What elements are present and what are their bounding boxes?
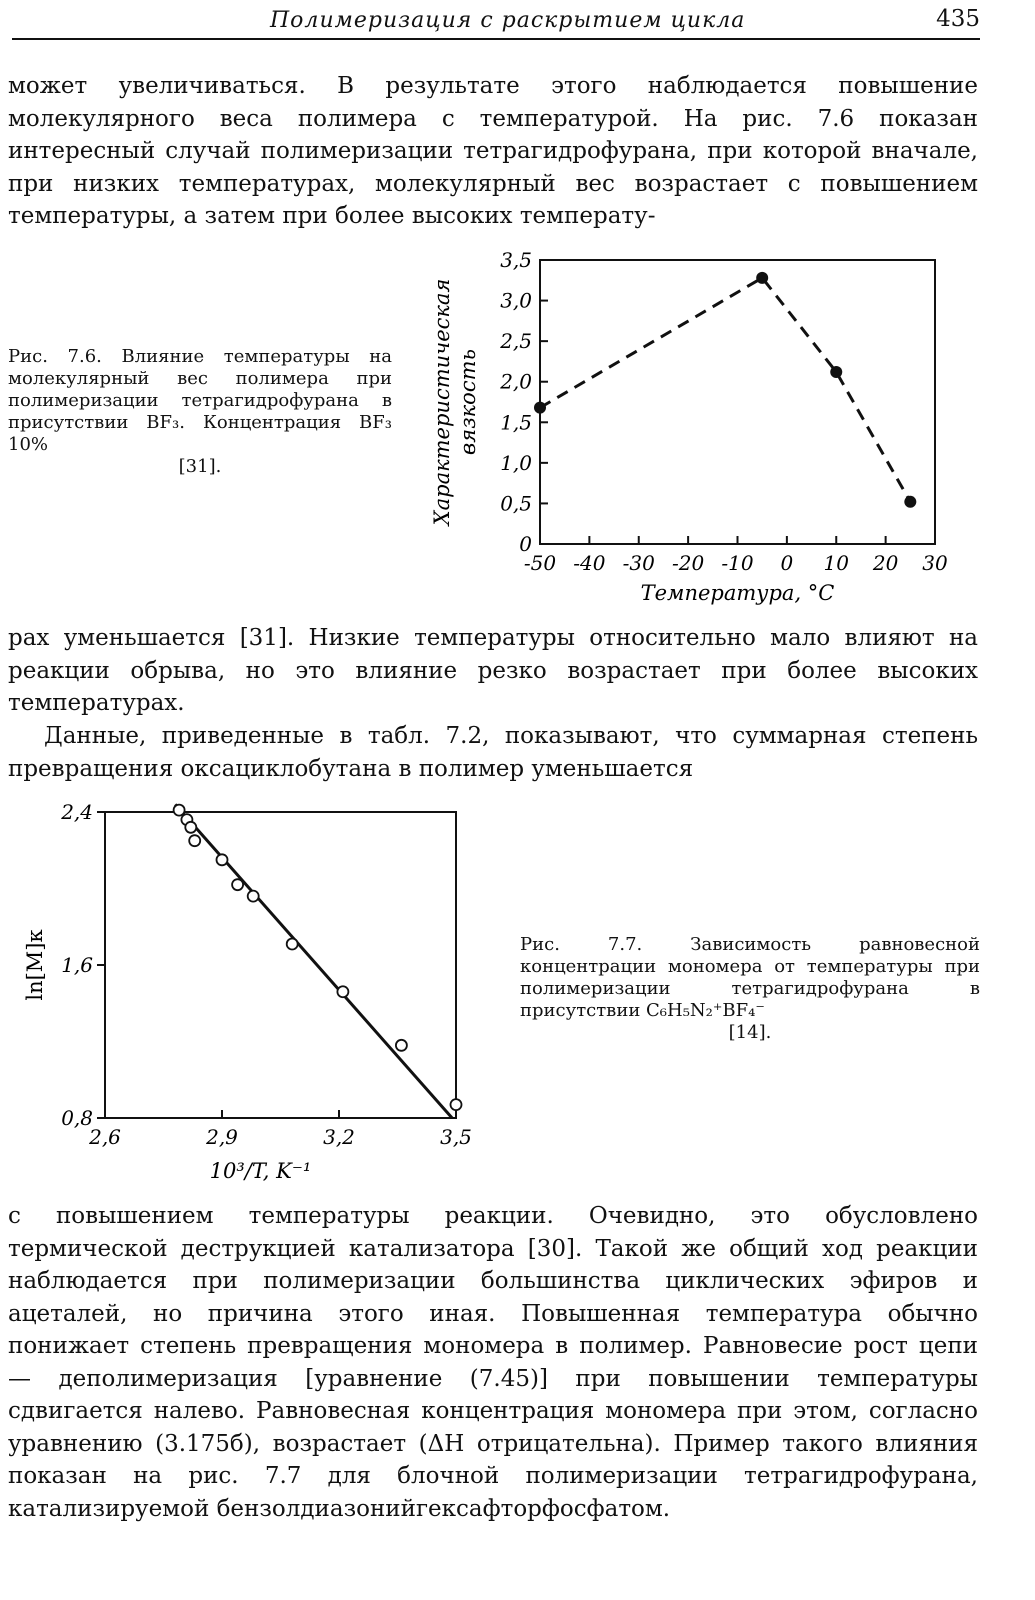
x-axis-title: 10³/T, K⁻¹ xyxy=(209,1159,312,1183)
figure-7-7-caption-ref: [14]. xyxy=(728,1022,772,1043)
data-point xyxy=(904,496,916,508)
y-tick-label: 0,5 xyxy=(500,491,532,516)
data-point xyxy=(232,879,243,890)
x-tick-label: 3,2 xyxy=(323,1125,355,1149)
y-tick-label: 2,5 xyxy=(500,329,532,354)
x-tick-label: -50 xyxy=(523,551,557,575)
x-tick-label: 2,6 xyxy=(89,1125,121,1149)
figure-7-6-caption-text: Рис. 7.6. Влияние температуры на молекулярный вес полимера при полимеризации тетрагидрофурана в присутствии BF₃. Концентрация BF₃ 10% xyxy=(8,346,392,455)
paragraph-4: с повышением температуры реакции. Очевидно, это обусловлено термической деструкцией катализатора [30]. Такой же общий ход реакции наблюдается при полимеризации большинства циклических эфиров и ацеталей, но причина этого иная. Повышенная температура обычно понижает степень превращения мономера в полимер. Равновесие рост цепи — деполимеризация [уравнение (7.45)] при повышении температуры сдвигается налево. Равновесная концентрация мономера при этом, согласно уравнению (3.175б), возрастает (ΔH отрицательна). Пример такого влияния показан на рис. 7.7 для блочной полимеризации тетрагидрофурана, катализируемой бензолдиазонийгексафторфосфатом. xyxy=(8,1203,978,1522)
data-point xyxy=(174,805,185,816)
running-title: Полимеризация с раскрытием цикла xyxy=(270,8,746,33)
data-point xyxy=(248,891,259,902)
y-axis-title: ln[M]к xyxy=(23,929,47,1001)
x-axis-title: Температура, °C xyxy=(640,581,835,605)
y-tick-label: 1,6 xyxy=(61,953,93,977)
y-axis-title xyxy=(430,279,480,528)
series-line xyxy=(540,278,910,502)
running-header xyxy=(12,4,980,40)
figure-7-6-caption-ref: [31]. xyxy=(178,456,222,477)
y-tick-label: 2,0 xyxy=(500,369,532,394)
x-tick-label: 20 xyxy=(872,551,899,575)
x-tick-label: -20 xyxy=(672,551,705,575)
figure-7-6-chart xyxy=(415,238,975,608)
data-point xyxy=(396,1040,407,1051)
paragraph-2: рах уменьшается [31]. Низкие температуры относительно мало влияют на реакции обрыва, но это влияние резко возрастает при более высоких температурах. xyxy=(8,625,978,716)
data-point xyxy=(534,402,546,414)
y-tick-label: 2,4 xyxy=(61,800,93,824)
y-tick-label: 0,8 xyxy=(61,1106,93,1130)
figure-7-7-caption-text: Рис. 7.7. Зависимость равновесной концентрации мономера от температуры при полимеризации тетрагидрофурана в присутствии C₆H₅N₂⁺BF₄⁻ xyxy=(520,934,980,1021)
x-tick-label: 2,9 xyxy=(206,1125,238,1149)
figure-7-6-caption xyxy=(8,346,392,478)
plot-frame xyxy=(105,812,456,1118)
y-tick-label: 0 xyxy=(519,532,532,556)
x-tick-label: 0 xyxy=(780,551,794,575)
paragraph-3 xyxy=(8,720,978,785)
fit-line xyxy=(175,804,452,1118)
data-point xyxy=(830,366,842,378)
data-point xyxy=(185,822,196,833)
x-tick-label: -30 xyxy=(622,551,655,575)
x-tick-label: -10 xyxy=(721,551,754,575)
y-axis-title-line: вязкость xyxy=(456,349,480,455)
y-tick-label: 1,0 xyxy=(500,450,532,475)
y-tick-label: 1,5 xyxy=(500,410,532,435)
figure-7-7-chart xyxy=(20,792,500,1192)
y-tick-label: 3,0 xyxy=(500,288,532,313)
paragraph-3-text: Данные, приведенные в табл. 7.2, показывают, что суммарная степень превращения оксациклобутана в полимер уменьшается xyxy=(8,723,978,782)
plot-frame xyxy=(540,260,935,544)
page-number: 435 xyxy=(936,6,980,32)
data-point xyxy=(337,986,348,997)
x-tick-label: 3,5 xyxy=(440,1125,472,1149)
data-point xyxy=(287,938,298,949)
data-point xyxy=(189,835,200,846)
data-point xyxy=(451,1099,462,1110)
y-axis-title-line: Характеристическая xyxy=(430,278,454,526)
x-tick-label: 30 xyxy=(922,551,948,575)
x-tick-label: -40 xyxy=(573,551,606,575)
x-tick-label: 10 xyxy=(823,551,849,575)
data-point xyxy=(217,854,228,865)
paragraph-1: может увеличиваться. В результате этого наблюдается повышение молекулярного веса полимера с температурой. На рис. 7.6 показан интересный случай полимеризации тетрагидрофурана, при которой вначале, при низких температурах, молекулярный вес возрастает с повышением температуры, а затем при более высоких температу- xyxy=(8,73,978,229)
y-tick-label: 3,5 xyxy=(500,248,532,272)
figure-7-7-caption xyxy=(520,934,980,1044)
data-point xyxy=(756,272,768,284)
